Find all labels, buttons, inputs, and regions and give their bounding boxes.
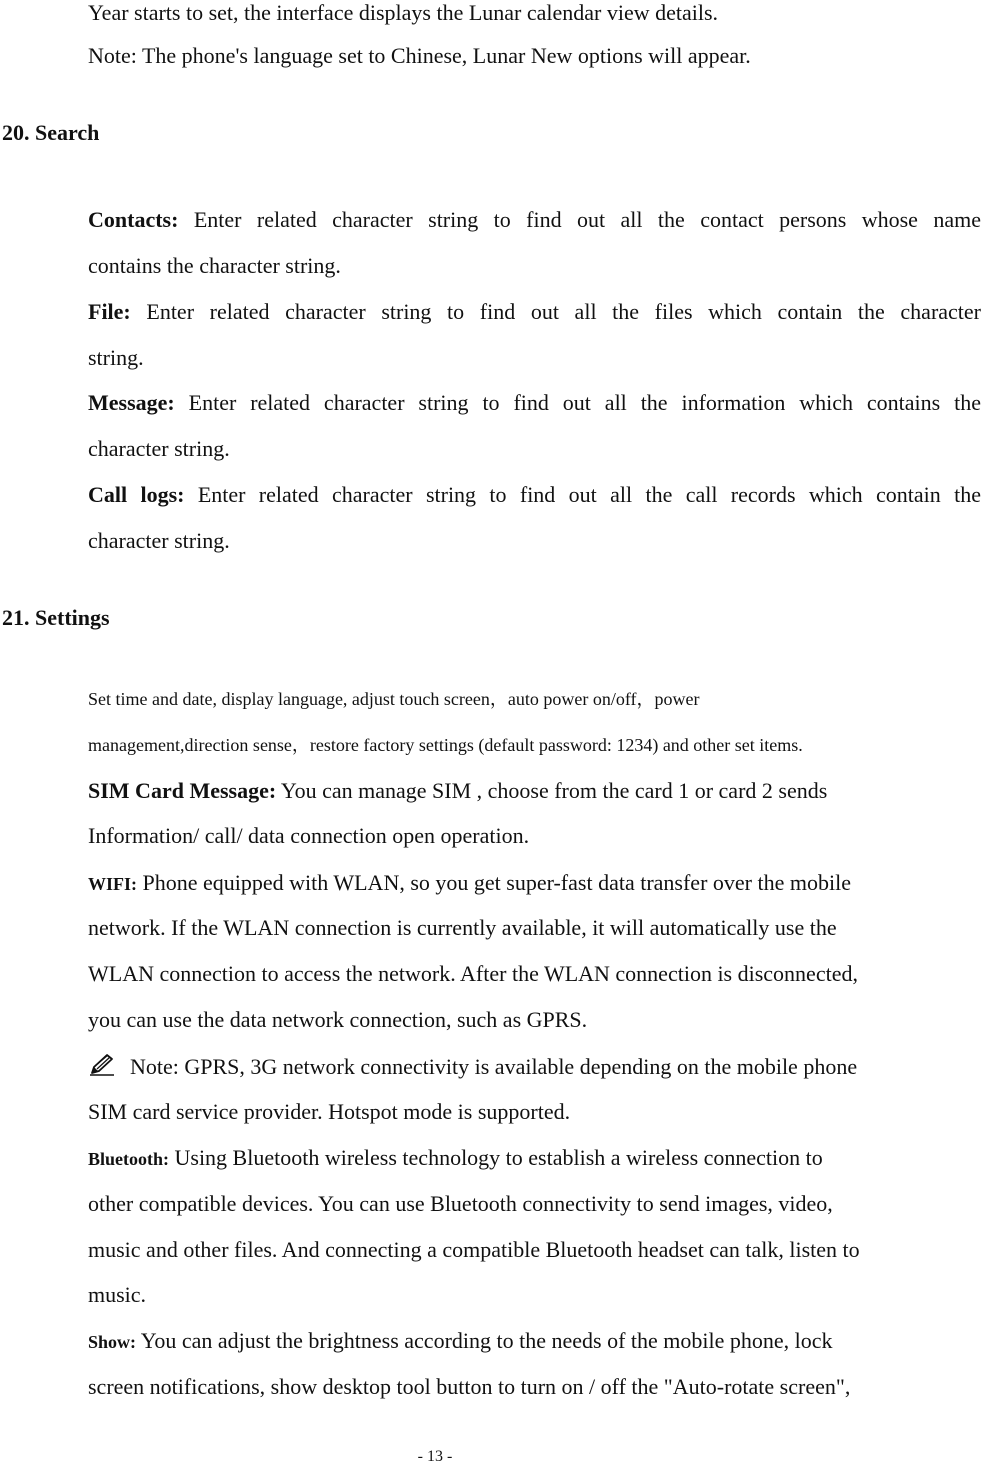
- settings-note-line-2: SIM card service provider. Hotspot mode is supported.: [88, 1099, 571, 1124]
- search-calllogs-text-1: Enter related character string to find out all the call records which contain the: [184, 482, 981, 507]
- pencil-note-icon: [88, 1053, 116, 1077]
- settings-note-line-1: [88, 1053, 857, 1080]
- search-message-line-1: [88, 390, 981, 416]
- search-file-text-1: Enter related character string to find out all the files which contain the character: [130, 299, 981, 324]
- settings-wifi-line-2: network. If the WLAN connection is currently available, it will automatically use the: [88, 915, 837, 940]
- settings-note-text-1: Note: GPRS, 3G network connectivity is available depending on the mobile phone: [130, 1054, 858, 1079]
- search-calllogs-label: Call logs:: [88, 482, 185, 507]
- settings-sim-text-1: You can manage SIM , choose from the card 1 or card 2 sends: [276, 778, 828, 803]
- search-message-line-2: character string.: [88, 436, 230, 461]
- intro-line-2: Note: The phone's language set to Chinese, Lunar New options will appear.: [88, 43, 751, 68]
- search-contacts-line-2: contains the character string.: [88, 253, 341, 278]
- settings-show-label: Show:: [88, 1332, 137, 1352]
- intro-line-1: Year starts to set, the interface displays the Lunar calendar view details.: [88, 0, 719, 25]
- settings-intro-line-2: management,direction sense，restore factory settings (default password: 1234) and other set items.: [88, 735, 803, 755]
- search-file-label: File:: [88, 299, 131, 324]
- settings-show-text-1: You can adjust the brightness according to the needs of the mobile phone, lock: [136, 1328, 833, 1353]
- search-contacts-label: Contacts:: [88, 207, 179, 232]
- settings-sim-line-2: Information/ call/ data connection open operation.: [88, 823, 530, 848]
- settings-intro-line-1: Set time and date, display language, adjust touch screen，auto power on/off，power: [88, 689, 700, 709]
- search-message-label: Message:: [88, 390, 175, 415]
- settings-show-line-2: screen notifications, show desktop tool button to turn on / off the "Auto-rotate screen",: [88, 1374, 851, 1399]
- settings-bluetooth-line-3: music and other files. And connecting a compatible Bluetooth headset can talk, listen to: [88, 1237, 860, 1262]
- page-number: - 13 -: [417, 1448, 453, 1465]
- settings-wifi-line-3: WLAN connection to access the network. After the WLAN connection is disconnected,: [88, 961, 858, 986]
- section-heading-settings: 21. Settings: [2, 605, 110, 630]
- settings-wifi-line-4: you can use the data network connection, such as GPRS.: [88, 1007, 588, 1032]
- search-file-line-1: [88, 299, 981, 325]
- settings-sim-label: SIM Card Message:: [88, 778, 277, 803]
- settings-bluetooth-label: Bluetooth:: [88, 1149, 169, 1169]
- section-heading-search: 20. Search: [2, 120, 100, 145]
- search-contacts-line-1: [88, 207, 981, 233]
- settings-wifi-line-1: [88, 870, 851, 897]
- settings-bluetooth-line-1: [88, 1145, 823, 1172]
- settings-wifi-label: WIFI:: [88, 874, 137, 894]
- settings-bluetooth-line-2: other compatible devices. You can use Bluetooth connectivity to send images, video,: [88, 1191, 833, 1216]
- search-contacts-text-1: Enter related character string to find out all the contact persons whose name: [178, 207, 981, 232]
- settings-bluetooth-text-1: Using Bluetooth wireless technology to establish a wireless connection to: [169, 1145, 823, 1170]
- search-file-line-2: string.: [88, 345, 144, 370]
- settings-wifi-text-1: Phone equipped with WLAN, so you get super-fast data transfer over the mobile: [137, 870, 851, 895]
- search-calllogs-line-2: character string.: [88, 528, 230, 553]
- search-message-text-1: Enter related character string to find out all the information which contains the: [174, 390, 981, 415]
- settings-show-line-1: [88, 1328, 833, 1355]
- settings-bluetooth-line-4: music.: [88, 1282, 147, 1307]
- search-calllogs-line-1: [88, 482, 981, 508]
- settings-sim-line-1: [88, 778, 827, 804]
